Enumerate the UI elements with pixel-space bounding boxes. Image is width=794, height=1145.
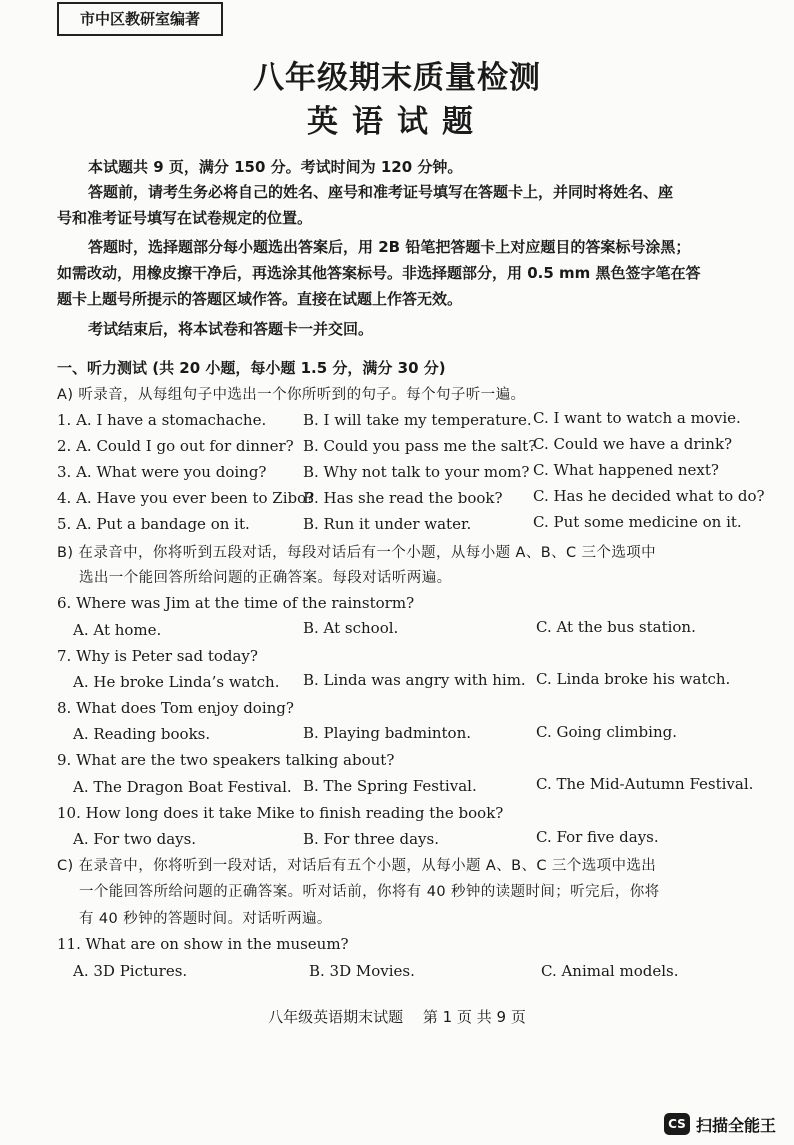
intro-paragraph-2-cont: 号和准考证号填写在试卷规定的位置。 <box>57 209 313 227</box>
question-6: 6. Where was Jim at the time of the rainstorm? <box>57 594 415 612</box>
section-heading-listening: 一、听力测试 (共 20 小题，每小题 1.5 分，满分 30 分) <box>57 359 446 377</box>
question-7: 7. Why is Peter sad today? <box>57 647 258 665</box>
question-7-option-a: A. He broke Linda’s watch. <box>73 673 280 691</box>
question-1-option-c: C. I want to watch a movie. <box>533 409 741 427</box>
exam-subtitle: 英语试题 <box>307 104 487 140</box>
part-b-instructions-cont: 选出一个能回答所给问题的正确答案。每段对话听两遍。 <box>79 570 452 586</box>
question-2: 2. A. Could I go out for dinner? <box>57 437 294 455</box>
question-9-option-a: A. The Dragon Boat Festival. <box>73 778 292 796</box>
question-10-option-a: A. For two days. <box>73 830 197 848</box>
question-4: 4. A. Have you ever been to Zibo? <box>57 489 315 507</box>
question-10-option-c: C. For five days. <box>536 828 659 846</box>
question-1: 1. A. I have a stomachache. <box>57 411 267 429</box>
question-3-option-c: C. What happened next? <box>533 461 719 479</box>
part-c-instructions: C) 在录音中，你将听到一段对话，对话后有五个小题，从每小题 A、B、C 三个选项中选出 <box>57 858 657 874</box>
scanner-watermark-text: 扫描全能王 <box>695 1115 776 1135</box>
scanner-logo-icon: CS <box>664 1113 690 1135</box>
question-6-option-c: C. At the bus station. <box>536 618 696 636</box>
question-11-option-a: A. 3D Pictures. <box>73 962 188 980</box>
question-3: 3. A. What were you doing? <box>57 463 267 481</box>
question-2-option-c: C. Could we have a drink? <box>533 435 733 453</box>
question-8-option-c: C. Going climbing. <box>536 723 677 741</box>
intro-paragraph-4: 考试结束后，将本试卷和答题卡一并交回。 <box>88 320 374 338</box>
page-footer: 八年级英语期末试题 第 1 页 共 9 页 <box>268 1008 526 1026</box>
part-a-instructions: A) 听录音，从每组句子中选出一个你所听到的句子。每个句子听一遍。 <box>57 387 526 403</box>
stamp-label: 市中区教研室编著 <box>57 2 223 36</box>
intro-paragraph-3: 答题时，选择题部分每小题选出答案后，用 2B 铅笔把答题卡上对应题目的答案标号涂黑； <box>88 238 691 256</box>
intro-paragraph-3-cont2: 题卡上题号所提示的答题区域作答。直接在试题上作答无效。 <box>57 290 463 308</box>
question-8: 8. What does Tom enjoy doing? <box>57 699 294 717</box>
intro-paragraph-3-cont: 如需改动，用橡皮擦干净后，再选涂其他答案标号。非选择题部分，用 0.5 mm 黑色签字笔在答 <box>57 264 701 282</box>
part-c-instructions-cont: 一个能回答所给问题的正确答案。听对话前，你将有 40 秒钟的读题时间；听完后，你将 <box>79 884 660 900</box>
question-11-option-b: B. 3D Movies. <box>309 962 415 980</box>
question-6-option-b: B. At school. <box>303 619 399 637</box>
part-b-instructions: B) 在录音中，你将听到五段对话，每段对话后有一个小题，从每小题 A、B、C 三个选项中 <box>57 545 657 561</box>
question-5-option-c: C. Put some medicine on it. <box>533 513 742 531</box>
scanner-watermark <box>664 1111 776 1137</box>
question-1-option-b: B. I will take my temperature. <box>303 411 532 429</box>
question-9: 9. What are the two speakers talking about? <box>57 751 395 769</box>
question-11-option-c: C. Animal models. <box>541 962 679 980</box>
question-11: 11. What are on show in the museum? <box>57 935 349 953</box>
question-9-option-b: B. The Spring Festival. <box>303 777 477 795</box>
question-4-option-b: B. Has she read the book? <box>303 489 503 507</box>
question-7-option-c: C. Linda broke his watch. <box>536 670 731 688</box>
question-10-option-b: B. For three days. <box>303 830 439 848</box>
part-c-instructions-cont2: 有 40 秒钟的答题时间。对话听两遍。 <box>79 911 332 927</box>
question-6-option-a: A. At home. <box>73 621 162 639</box>
question-9-option-c: C. The Mid-Autumn Festival. <box>536 775 754 793</box>
question-8-option-b: B. Playing badminton. <box>303 724 472 742</box>
question-4-option-c: C. Has he decided what to do? <box>533 487 765 505</box>
question-2-option-b: B. Could you pass me the salt? <box>303 437 537 455</box>
intro-paragraph-1: 本试题共 9 页，满分 150 分。考试时间为 120 分钟。 <box>88 158 463 176</box>
question-8-option-a: A. Reading books. <box>73 725 211 743</box>
question-7-option-b: B. Linda was angry with him. <box>303 671 526 689</box>
question-5-option-b: B. Run it under water. <box>303 515 472 533</box>
intro-paragraph-2: 答题前，请考生务必将自己的姓名、座号和准考证号填写在答题卡上，并同时将姓名、座 <box>88 183 674 201</box>
question-10: 10. How long does it take Mike to finish reading the book? <box>57 804 504 822</box>
question-3-option-b: B. Why not talk to your mom? <box>303 463 530 481</box>
question-5: 5. A. Put a bandage on it. <box>57 515 250 533</box>
exam-title: 八年级期末质量检测 <box>253 60 541 96</box>
